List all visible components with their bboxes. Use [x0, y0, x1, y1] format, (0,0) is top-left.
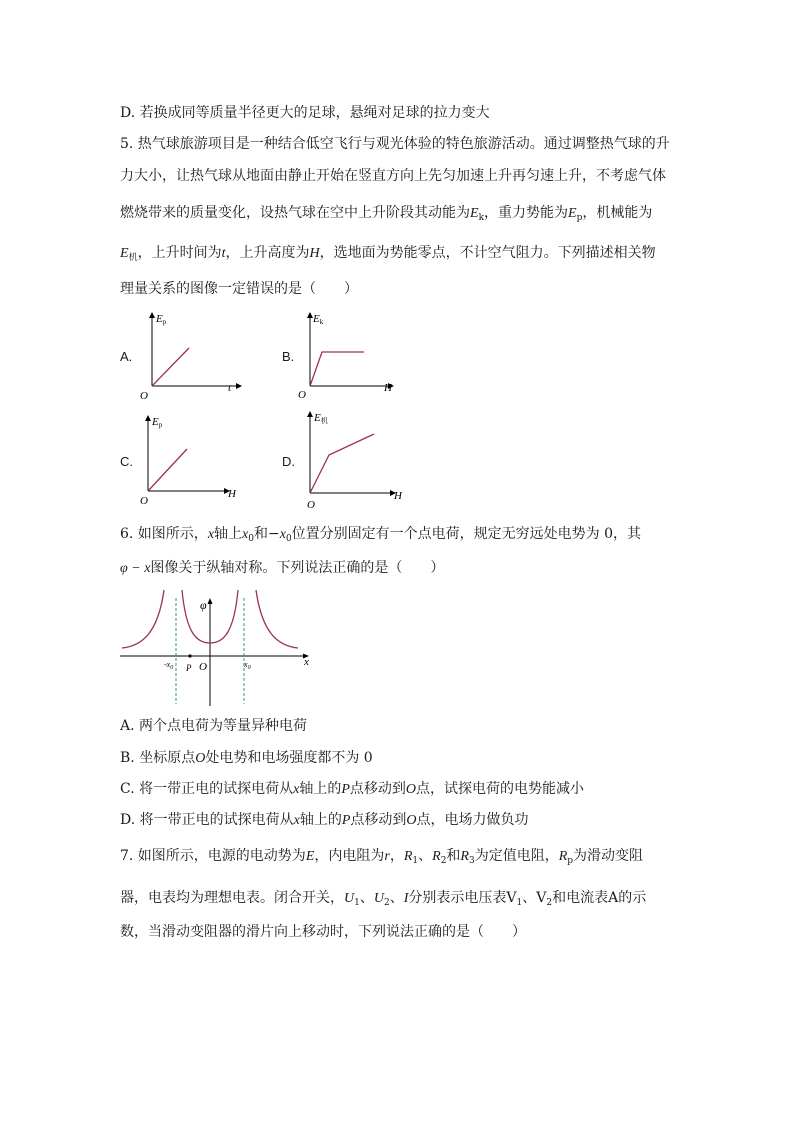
q5-graph-a-letter: A.	[120, 349, 133, 364]
q5-line-3: 燃烧带来的质量变化，设热气球在空中上升阶段其动能为$E_k$，重力势能为$E_p$，机械能为	[120, 205, 653, 223]
q6-origin-label: O	[199, 661, 207, 673]
graph-a-ylabel: Ep	[156, 313, 167, 326]
q7-line-1: 7. 如图所示，电源的电动势为E，内电阻为r，$R_1$、$R_2$和$R_3$为定值电阻，$R_p$为滑动变阻	[120, 848, 644, 866]
graph-c-ylabel: Ep	[152, 416, 163, 429]
q6-option-b: B. 坐标原点O处电势和电场强度都不为 0	[120, 750, 373, 766]
q5-graph-b-letter: B.	[282, 349, 295, 364]
q5-graph-c	[136, 412, 246, 508]
q5-line-2: 力大小，让热气球从地面由静止开始在竖直方向上先匀加速上升再匀速上升，不考虑气体	[120, 168, 666, 184]
q6-option-a: A. 两个点电荷为等量异种电荷	[120, 718, 308, 734]
graph-d-xlabel: H	[394, 490, 402, 502]
q6-option-c: C. 将一带正电的试探电荷从x轴上的P点移动到O点，试探电荷的电势能减小	[120, 781, 585, 797]
graph-d-ylabel: E机	[314, 412, 328, 425]
q5-line-1: 5. 热气球旅游项目是一种结合低空飞行与观光体验的特色旅游活动。通过调整热气球的升	[120, 136, 670, 152]
graph-a-xlabel: t	[228, 382, 232, 394]
q6-pos-x0-label: $x_0$	[244, 660, 251, 671]
q7-line-2: 器，电表均为理想电表。闭合开关，$U_1$、$U_2$、I分别表示电压表$V_1$、$V_2$和电流表A的示	[120, 890, 647, 908]
q5-graph-d-letter: D.	[282, 454, 295, 469]
q5-graph-a	[136, 310, 246, 402]
q5-line-4: $E_机$，上升时间为t，上升高度为H，选地面为势能零点，不计空气阻力。下列描述相关物	[120, 245, 656, 263]
graph-c-xlabel: H	[228, 488, 236, 500]
graph-c-origin: O	[140, 495, 148, 507]
graph-d-origin: O	[307, 499, 315, 510]
q6-option-d: D. 将一带正电的试探电荷从x轴上的P点移动到O点，电场力做负功	[120, 812, 529, 828]
q6-p-label: P	[186, 663, 192, 673]
graph-b-xlabel: H	[384, 382, 392, 394]
q6-neg-x0-label: $-x_0$	[164, 660, 174, 671]
q6-line-1: 6. 如图所示，x轴上$x_0$和$-x_0$位置分别固定有一个点电荷，规定无穷远处电势为 0，其	[120, 526, 642, 544]
q5-line-5: 理量关系的图像一定错误的是（ ）	[120, 281, 358, 297]
q6-phi-x-graph	[120, 588, 312, 706]
q5-graph-d	[296, 408, 408, 510]
graph-a-origin: O	[140, 390, 148, 402]
q6-line-2: φ − x图像关于纵轴对称。下列说法正确的是（ ）	[120, 560, 445, 576]
q5-graph-b	[296, 310, 406, 402]
q7-line-3: 数，当滑动变阻器的滑片向上移动时，下列说法正确的是（ ）	[120, 924, 526, 940]
graph-b-origin: O	[298, 389, 306, 401]
q5-graph-c-letter: C.	[120, 454, 133, 469]
q4-option-d: D. 若换成同等质量半径更大的足球，悬绳对足球的拉力变大	[120, 105, 490, 121]
graph-b-ylabel: Ek	[313, 313, 324, 326]
q6-phi-label: φ	[200, 598, 207, 612]
q6-x-label: x	[304, 656, 309, 668]
